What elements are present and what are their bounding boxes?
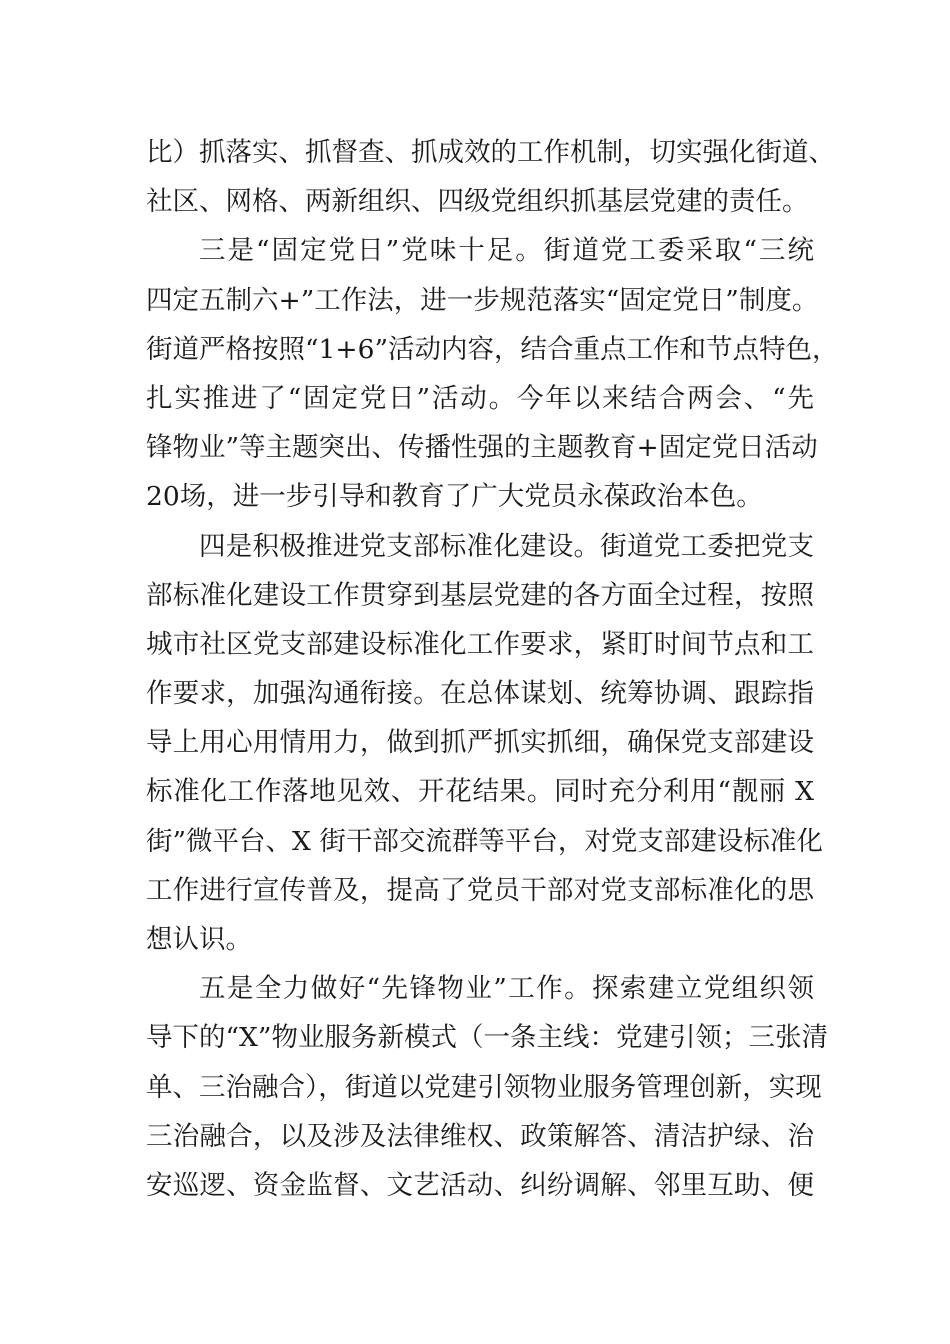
- paragraph-four-line-5: 导上用心用情用力，做到抓严抓实抓细，确保党支部建设: [146, 727, 814, 759]
- document-body: [146, 128, 839, 1210]
- paragraph-three-line-5: 锋物业”等主题突出、传播性强的主题教育+固定党日活动: [146, 432, 818, 464]
- paragraph-three-line-6: 20场，进一步引导和教育了广大党员永葆政治本色。: [146, 481, 763, 513]
- paragraph-five-line-2: 导下的“X”物业服务新模式（一条主线：党建引领；三张清: [146, 1022, 828, 1054]
- paragraph-three-line-2: 四定五制六+”工作法，进一步规范落实“固定党日”制度。: [146, 284, 819, 316]
- paragraph-four-line-8: 工作进行宣传普及，提高了党员干部对党支部标准化的思: [146, 874, 814, 906]
- paragraph-three-line-4: 扎实推进了“固定党日”活动。今年以来结合两会、“先: [146, 382, 814, 414]
- paragraph-five-line-3: 单、三治融合），街道以党建引领物业服务管理创新，实现: [146, 1071, 822, 1103]
- paragraph-four-line-6: 标准化工作落地见效、开花结果。同时充分利用“靓丽 X: [146, 776, 814, 808]
- paragraph-five-line-5: 安巡逻、资金监督、文艺活动、纠纷调解、邻里互助、便: [146, 1169, 814, 1201]
- paragraph-five-line-4: 三治融合，以及涉及法律维权、政策解答、清洁护绿、治: [146, 1120, 814, 1152]
- paragraph-four-line-9: 想认识。: [146, 924, 252, 955]
- paragraph-four-line-2: 部标准化建设工作贯穿到基层党建的各方面全过程，按照: [146, 579, 814, 611]
- paragraph-four-line-4: 作要求，加强沟通衔接。在总体谋划、统筹协调、跟踪指: [146, 678, 814, 710]
- paragraph-continued-line-1: 比）抓落实、抓督查、抓成效的工作机制，切实强化街道、: [146, 137, 835, 168]
- paragraph-continued-line-2: 社区、网格、两新组织、四级党组织抓基层党建的责任。: [146, 186, 809, 218]
- paragraph-four-line-7: 街”微平台、X 街干部交流群等平台，对党支部建设标准化: [146, 825, 823, 857]
- paragraph-five-line-1: 五是全力做好“先锋物业”工作。探索建立党组织领: [199, 973, 814, 1005]
- paragraph-three-line-3: 街道严格按照“1+6”活动内容，结合重点工作和节点特色，: [146, 333, 839, 365]
- paragraph-three-line-1: 三是“固定党日”党味十足。街道党工委采取“三统: [199, 235, 814, 267]
- paragraph-four-line-3: 城市社区党支部建设标准化工作要求，紧盯时间节点和工: [146, 628, 814, 660]
- paragraph-four-line-1: 四是积极推进党支部标准化建设。街道党工委把党支: [199, 530, 814, 562]
